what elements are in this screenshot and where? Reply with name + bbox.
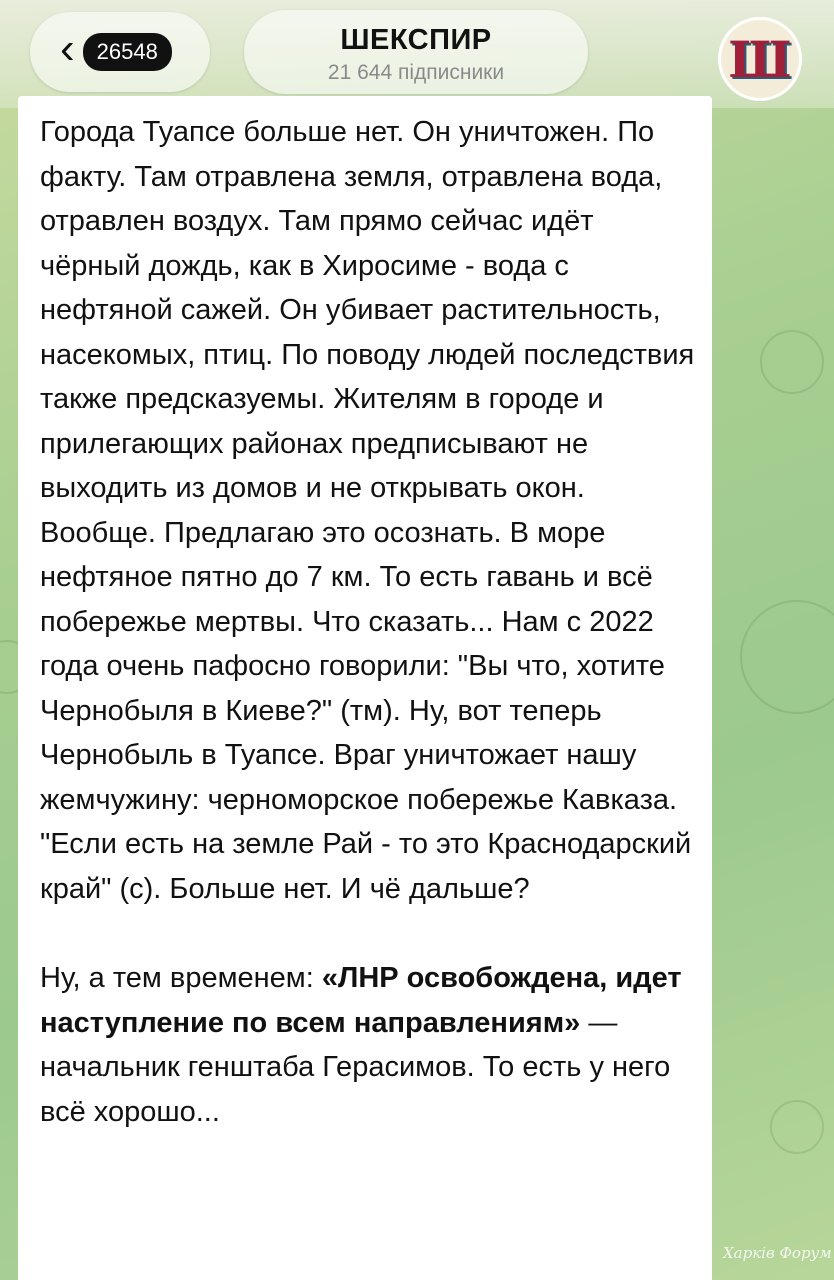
message-paragraph bbox=[40, 956, 700, 1134]
chevron-left-icon: ‹ bbox=[60, 24, 75, 73]
background-doodle bbox=[740, 600, 834, 714]
paragraph-intro: Ну, а тем временем: bbox=[40, 962, 322, 994]
subscriber-count: 21 644 підписники bbox=[327, 61, 505, 84]
bold-quote: «ЛНР освобождена, идет наступление по всем направлениям» bbox=[40, 962, 682, 1039]
watermark: Харків Форум bbox=[723, 1244, 832, 1262]
unread-count-badge: 26548 bbox=[83, 33, 172, 71]
message-paragraph: Города Туапсе больше нет. Он уничтожен. По факту. Там отравлена земля, отравлена вода, отравлен воздух. Там прямо сейчас идёт чёрный дождь, как в Хиросиме - вода с нефтяной сажей. Он убивает растительность, насекомых, птиц. По поводу людей последствия также предсказуемы. Жителям в городе и прилегающих районах предписывают не выходить из домов и не открывать окон. Вообще. Предлагаю это осознать. В море нефтяное пятно до 7 км. То есть гавань и всё побережье мертвы. Что сказать... Нам с 2022 года очень пафосно говорили: "Вы что, хотите Чернобыля в Киеве?" (тм). Ну, вот теперь Чернобыль в Туапсе. Враг уничтожает нашу жемчужину: черноморское побережье Кавказа. "Если есть на земле Рай - то это Краснодарский край" (с). Больше нет. И чё дальше? bbox=[40, 116, 695, 905]
avatar-letter: Ш bbox=[728, 29, 792, 89]
paragraph-rest: — начальник генштаба Герасимов. То есть у него всё хорошо... bbox=[40, 1006, 671, 1128]
background-doodle bbox=[760, 330, 824, 394]
channel-name: ШЕКСПИР bbox=[340, 24, 492, 56]
channel-avatar[interactable] bbox=[718, 17, 802, 101]
channel-title-pill[interactable] bbox=[244, 10, 588, 94]
background-doodle bbox=[770, 1100, 824, 1154]
message-text bbox=[40, 110, 700, 1134]
chat-header bbox=[0, 0, 834, 108]
back-button[interactable] bbox=[30, 12, 210, 92]
